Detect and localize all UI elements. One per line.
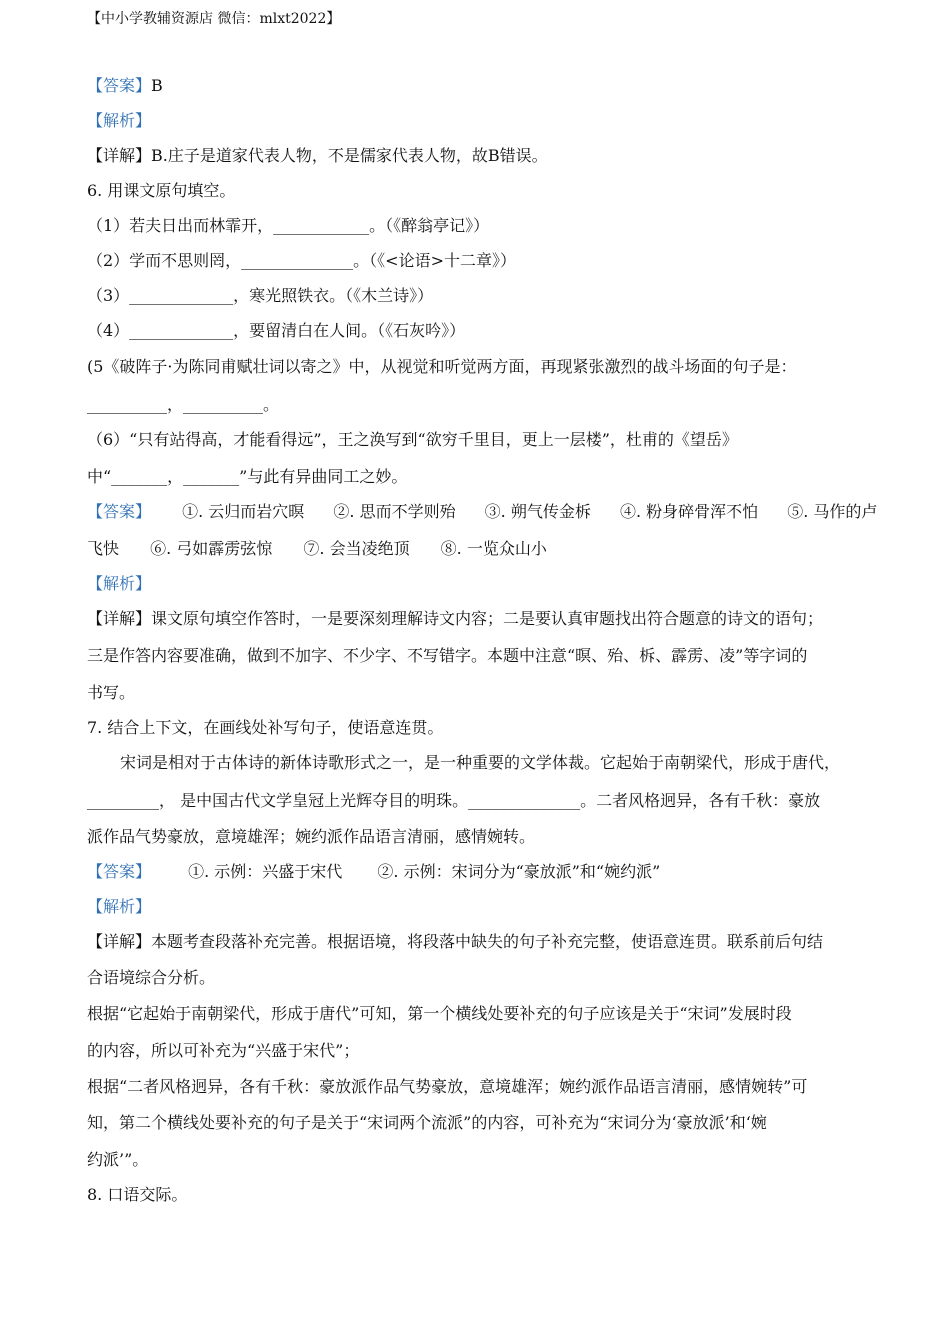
q7-answer-2: ②. 示例：宋词分为“豪放派”和“婉约派”: [377, 862, 661, 881]
q6-answers-row1: [87, 501, 877, 523]
q5-detail-text: B.庄子是道家代表人物，不是儒家代表人物，故B错误。: [151, 146, 548, 165]
q6-detail-line2: 三是作答内容要准确，做到不加字、不少字、不写错字。本题中注意“暝、殆、柝、霹雳、凌”等字词的: [87, 646, 808, 665]
q7-detail-line4: 的内容，所以可补充为“兴盛于宋代”；: [87, 1041, 360, 1060]
q6-analysis-tag: 【解析】: [87, 574, 152, 593]
detail-tag: 【详解】: [87, 146, 152, 165]
q6-title: 6. 用课文原句填空。: [87, 181, 236, 200]
q7-passage-line1: 宋词是相对于古体诗的新体诗歌形式之一，是一种重要的文学体裁。它起始于南朝梁代，形成于唐代，: [120, 753, 841, 772]
q7-title: 7. 结合上下文，在画线处补写句子，使语意连贯。: [87, 718, 444, 737]
q6-answer-4: ④. 粉身碎骨浑不怕: [619, 502, 759, 521]
q6-detail-text-1: 课文原句填空作答时，一是要深刻理解诗文内容；二是要认真审题找出符合题意的诗文的语句；: [151, 609, 824, 628]
q7-detail-text-1: 本题考查段落补充完善。根据语境，将段落中缺失的句子补充完整，使语意连贯。联系前后句结: [151, 932, 824, 951]
q6-detail-line3: 书写。: [87, 683, 136, 702]
q7-analysis-tag: 【解析】: [87, 897, 152, 916]
q7-detail-line1: [87, 931, 823, 953]
q5-detail: [87, 145, 548, 167]
q6-answer-8: ⑧. 一览众山小: [440, 539, 547, 558]
answer-tag: 【答案】: [87, 76, 152, 95]
q6-answer-5: ⑤. 马作的卢: [787, 502, 878, 521]
q6-answer-3: ③. 朔气传金柝: [484, 502, 591, 521]
detail-tag: 【详解】: [87, 609, 152, 628]
q6-item-5-line2: __________，__________。: [87, 395, 280, 414]
q7-detail-line6: 知，第二个横线处要补充的句子是关于“宋词两个流派”的内容，可补充为“宋词分为‘豪放派’和‘婉: [87, 1113, 767, 1132]
q8-title: 8. 口语交际。: [87, 1185, 188, 1204]
q6-item-2: （2）学而不思则罔，______________。（《<论语>十二章》）: [87, 251, 516, 270]
q7-passage-line3: 派作品气势豪放，意境雄浑；婉约派作品语言清丽，感情婉转。: [87, 827, 536, 846]
q6-item-1: （1）若夫日出而林霏开，____________。（《醉翁亭记》）: [87, 216, 490, 235]
q6-item-6-line2: 中“_______，_______”与此有异曲同工之妙。: [87, 467, 408, 486]
q5-answer-value: B: [151, 76, 163, 95]
q7-detail-line3: 根据“它起始于南朝梁代，形成于唐代”可知，第一个横线处要补充的句子应该是关于“宋词”发展时段: [87, 1004, 792, 1023]
q6-answer-7: ⑦. 会当凌绝顶: [303, 539, 410, 558]
q6-answer-6: ⑥. 弓如霹雳弦惊: [150, 539, 273, 558]
q7-answer-1: ①. 示例：兴盛于宋代: [188, 862, 343, 881]
detail-tag: 【详解】: [87, 932, 152, 951]
q7-passage-line2: _________， 是中国古代文学皇冠上光辉夺目的明珠。______________。二者风格迥异，各有千秋：豪放: [87, 791, 821, 810]
q5-answer-line: [87, 75, 163, 97]
q7-detail-line5: 根据“二者风格迥异，各有千秋：豪放派作品气势豪放，意境雄浑；婉约派作品语言清丽，感情婉转”可: [87, 1077, 808, 1096]
q6-detail-line1: [87, 608, 823, 630]
q7-detail-line7: 约派’”。: [87, 1150, 149, 1169]
q6-item-3: （3）_____________，寒光照铁衣。（《木兰诗》）: [87, 286, 434, 305]
page-header: 【中小学教辅资源店 微信：mlxt2022】: [87, 11, 341, 27]
q6-answer-5-cont: 飞快: [87, 539, 120, 558]
q6-item-4: （4）_____________，要留清白在人间。（《石灰吟》）: [87, 321, 466, 340]
q5-analysis-tag: 【解析】: [87, 111, 152, 130]
answer-tag: 【答案】: [87, 502, 152, 521]
q6-item-6-line1: （6）“只有站得高，才能看得远”，王之涣写到“欲穷千里目，更上一层楼”，杜甫的《望岳》: [87, 430, 738, 449]
q6-answers-row2: [87, 538, 547, 560]
q6-answer-2: ②. 思而不学则殆: [333, 502, 456, 521]
q6-item-5-line1: (5《破阵子·为陈同甫赋壮词以寄之》中，从视觉和听觉两方面，再现紧张激烈的战斗场面的句子是：: [87, 357, 797, 376]
q7-answers: [87, 861, 660, 883]
q7-detail-line2: 合语境综合分析。: [87, 968, 216, 987]
q6-answer-1: ①. 云归而岩穴暝: [182, 502, 305, 521]
answer-tag: 【答案】: [87, 862, 152, 881]
